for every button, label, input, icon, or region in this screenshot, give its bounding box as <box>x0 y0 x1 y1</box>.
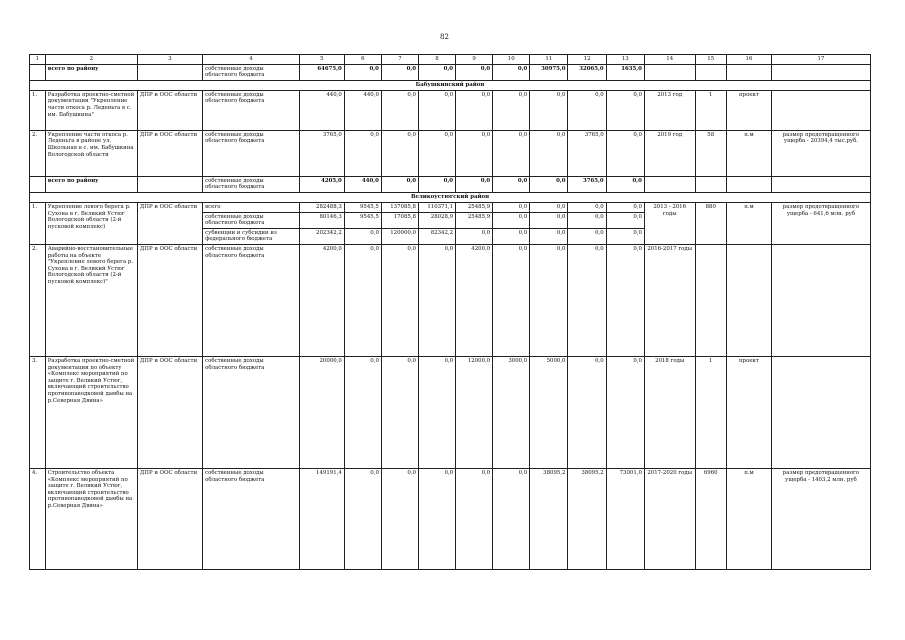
value-cell: 9545,5 <box>344 202 381 212</box>
amount-cell: 1 <box>695 356 726 468</box>
note-cell <box>771 356 870 468</box>
amount-cell <box>695 244 726 356</box>
value-cell: 0,0 <box>418 64 455 80</box>
table-row <box>30 356 871 468</box>
col-num: 12 <box>568 55 606 65</box>
column-number-row <box>30 55 871 65</box>
total-label: всего по району <box>45 176 137 192</box>
value-cell: 0,0 <box>568 90 606 130</box>
col-num: 4 <box>203 55 300 65</box>
total-label: всего по району <box>45 64 137 80</box>
page-number: 82 <box>440 33 449 41</box>
value-cell: 25485,9 <box>456 202 493 212</box>
period-cell: 2013 - 2016 годы <box>644 202 695 244</box>
value-cell: 0,0 <box>418 356 455 468</box>
value-cell: 0,0 <box>344 356 381 468</box>
value-cell: 0,0 <box>344 228 381 244</box>
value-cell: 4205,0 <box>299 176 344 192</box>
period-cell: 2018 годы <box>644 356 695 468</box>
value-cell: 9545,5 <box>344 212 381 228</box>
value-cell: 0,0 <box>606 90 644 130</box>
value-cell: 0,0 <box>456 468 493 569</box>
measure-name: Разработка проектно-сметной документации "Укрепление части откоса р. Леденьга в с. им. Бабушкина" <box>45 90 137 130</box>
value-cell: 25485,9 <box>456 212 493 228</box>
measure-name: Строительство объекта «Комплекс мероприятий по защите г. Великий Устюг, включающий строительство противопаводковой дамбы на р.Северная Двина» <box>45 468 137 569</box>
funding-source: собственные доходы областного бюджета <box>203 356 300 468</box>
value-cell: 440,0 <box>344 176 381 192</box>
value-cell: 0,0 <box>493 202 530 212</box>
unit-cell: п.м <box>726 468 771 569</box>
table-row <box>30 468 871 569</box>
value-cell: 282488,3 <box>299 202 344 212</box>
value-cell: 3000,0 <box>493 356 530 468</box>
col-num: 8 <box>418 55 455 65</box>
value-cell: 32065,0 <box>568 64 606 80</box>
value-cell: 38095,2 <box>530 468 568 569</box>
col-num: 2 <box>45 55 137 65</box>
value-cell: 0,0 <box>418 244 455 356</box>
executor: ДПР и ООС области <box>137 468 202 569</box>
value-cell: 0,0 <box>456 228 493 244</box>
col-num: 6 <box>344 55 381 65</box>
measure-name: Аварийно-восстановительные работы на объекте "Укрепление левого берега р. Сухона в г. Великий Устюг Вологодской области (2-й пусковой комплекс)" <box>45 244 137 356</box>
note-cell: размер предотвращенного ущерба - 1403,2 млн. руб <box>771 468 870 569</box>
value-cell: 73001,0 <box>606 468 644 569</box>
note-cell: размер предотвращенного ущерба - 641,6 млн. руб <box>771 202 870 244</box>
table-row <box>30 202 871 212</box>
value-cell: 0,0 <box>381 356 418 468</box>
value-cell: 38095,2 <box>568 468 606 569</box>
section-header-row <box>30 80 871 90</box>
col-num: 13 <box>606 55 644 65</box>
value-cell: 0,0 <box>568 212 606 228</box>
section-title: Бабушкинский район <box>30 80 871 90</box>
value-cell: 20000,0 <box>299 356 344 468</box>
row-number: 4. <box>30 468 46 569</box>
measure-name: Укрепление левого берега р. Сухона в г. Великий Устюг Вологодской области (2-й пусковой комплекс) <box>45 202 137 244</box>
value-cell: 0,0 <box>568 228 606 244</box>
value-cell: 0,0 <box>606 202 644 212</box>
funding-source: собственные доходы областного бюджета <box>203 64 300 80</box>
funding-source: собственные доходы областного бюджета <box>203 244 300 356</box>
value-cell: 28028,9 <box>418 212 455 228</box>
period-cell: 2017-2020 годы <box>644 468 695 569</box>
value-cell: 0,0 <box>530 212 568 228</box>
section-header-row <box>30 192 871 202</box>
value-cell: 0,0 <box>418 176 455 192</box>
amount-cell: 6960 <box>695 468 726 569</box>
value-cell: 0,0 <box>418 130 455 176</box>
note-cell <box>771 244 870 356</box>
unit-cell: п.м <box>726 202 771 244</box>
value-cell: 4200,0 <box>299 244 344 356</box>
value-cell: 0,0 <box>493 64 530 80</box>
value-cell: 0,0 <box>456 90 493 130</box>
period-cell: 2016-2017 годы <box>644 244 695 356</box>
value-cell: 0,0 <box>568 202 606 212</box>
value-cell: 0,0 <box>493 468 530 569</box>
value-cell: 17085,8 <box>381 212 418 228</box>
value-cell: 0,0 <box>344 244 381 356</box>
col-num: 10 <box>493 55 530 65</box>
amount-cell: 1 <box>695 90 726 130</box>
col-num: 17 <box>771 55 870 65</box>
value-cell: 0,0 <box>493 90 530 130</box>
value-cell: 0,0 <box>418 468 455 569</box>
col-num: 15 <box>695 55 726 65</box>
value-cell: 64675,0 <box>299 64 344 80</box>
period-cell: 2019 год <box>644 130 695 176</box>
section-title: Великоустюгский район <box>30 192 871 202</box>
executor: ДПР и ООС области <box>137 130 202 176</box>
value-cell: 0,0 <box>418 90 455 130</box>
value-cell: 0,0 <box>381 468 418 569</box>
funding-source: всего <box>203 202 300 212</box>
value-cell: 0,0 <box>606 212 644 228</box>
value-cell: 202342,2 <box>299 228 344 244</box>
col-num: 3 <box>137 55 202 65</box>
funding-source: собственные доходы областного бюджета <box>203 212 300 228</box>
value-cell: 110371,1 <box>418 202 455 212</box>
value-cell: 0,0 <box>381 244 418 356</box>
value-cell: 149191,4 <box>299 468 344 569</box>
value-cell: 0,0 <box>493 212 530 228</box>
value-cell: 0,0 <box>456 176 493 192</box>
col-num: 5 <box>299 55 344 65</box>
value-cell: 0,0 <box>530 228 568 244</box>
value-cell: 0,0 <box>493 130 530 176</box>
value-cell: 0,0 <box>493 228 530 244</box>
value-cell: 4200,0 <box>456 244 493 356</box>
value-cell: 0,0 <box>606 244 644 356</box>
value-cell: 137085,8 <box>381 202 418 212</box>
value-cell: 0,0 <box>493 244 530 356</box>
value-cell: 0,0 <box>344 468 381 569</box>
funding-source: собственные доходы областного бюджета <box>203 468 300 569</box>
value-cell: 0,0 <box>606 228 644 244</box>
col-num: 14 <box>644 55 695 65</box>
value-cell: 0,0 <box>530 176 568 192</box>
value-cell: 0,0 <box>493 176 530 192</box>
measure-name: Разработка проектно-сметной документации по объекту «Комплекс мероприятий по защите г. Великий Устюг, включающий строительство противопаводковой дамбы на р.Северная Двина» <box>45 356 137 468</box>
col-num: 11 <box>530 55 568 65</box>
value-cell: 30975,0 <box>530 64 568 80</box>
value-cell: 0,0 <box>381 130 418 176</box>
value-cell: 0,0 <box>381 64 418 80</box>
value-cell: 12000,0 <box>456 356 493 468</box>
executor: ДПР и ООС области <box>137 90 202 130</box>
row-number: 2. <box>30 244 46 356</box>
funding-source: собственные доходы областного бюджета <box>203 130 300 176</box>
value-cell: 3765,0 <box>299 130 344 176</box>
value-cell: 0,0 <box>606 130 644 176</box>
note-cell: размер предотвращенного ущерба - 20394,4 тыс.руб. <box>771 130 870 176</box>
table-row <box>30 130 871 176</box>
funding-source: собственные доходы областного бюджета <box>203 176 300 192</box>
value-cell: 0,0 <box>530 130 568 176</box>
value-cell: 5000,0 <box>530 356 568 468</box>
col-num: 7 <box>381 55 418 65</box>
unit-cell: проект <box>726 90 771 130</box>
table-row <box>30 244 871 356</box>
value-cell: 3765,0 <box>568 176 606 192</box>
value-cell: 0,0 <box>530 244 568 356</box>
value-cell: 82342,2 <box>418 228 455 244</box>
row-number: 2. <box>30 130 46 176</box>
value-cell: 0,0 <box>344 64 381 80</box>
value-cell: 0,0 <box>606 176 644 192</box>
col-num: 9 <box>456 55 493 65</box>
value-cell: 0,0 <box>381 176 418 192</box>
value-cell: 0,0 <box>344 130 381 176</box>
value-cell: 1635,0 <box>606 64 644 80</box>
measure-name: Укрепление части откоса р. Леденьга в районе ул. Школьная в с. им. Бабушкина Вологодской области <box>45 130 137 176</box>
col-num: 16 <box>726 55 771 65</box>
district-total-row <box>30 64 871 80</box>
amount-cell: 58 <box>695 130 726 176</box>
col-num: 1 <box>30 55 46 65</box>
executor: ДПР и ООС области <box>137 356 202 468</box>
value-cell: 0,0 <box>568 356 606 468</box>
district-total-row <box>30 176 871 192</box>
note-cell <box>771 90 870 130</box>
unit-cell: п.м <box>726 130 771 176</box>
funding-source: субвенции и субсидии из федерального бюджета <box>203 228 300 244</box>
executor: ДПР и ООС области <box>137 244 202 356</box>
amount-cell: 880 <box>695 202 726 244</box>
value-cell: 0,0 <box>530 202 568 212</box>
value-cell: 440,0 <box>299 90 344 130</box>
row-number: 1. <box>30 202 46 244</box>
value-cell: 0,0 <box>456 130 493 176</box>
value-cell: 3765,0 <box>568 130 606 176</box>
value-cell: 0,0 <box>381 90 418 130</box>
program-table <box>29 54 871 570</box>
value-cell: 440,0 <box>344 90 381 130</box>
row-number: 3. <box>30 356 46 468</box>
table-row <box>30 90 871 130</box>
funding-source: собственные доходы областного бюджета <box>203 90 300 130</box>
value-cell: 0,0 <box>568 244 606 356</box>
value-cell: 120000,0 <box>381 228 418 244</box>
value-cell: 0,0 <box>606 356 644 468</box>
unit-cell <box>726 244 771 356</box>
executor: ДПР и ООС области <box>137 202 202 244</box>
row-number: 1. <box>30 90 46 130</box>
unit-cell: проект <box>726 356 771 468</box>
period-cell: 2013 год <box>644 90 695 130</box>
value-cell: 80146,3 <box>299 212 344 228</box>
value-cell: 0,0 <box>456 64 493 80</box>
value-cell: 0,0 <box>530 90 568 130</box>
